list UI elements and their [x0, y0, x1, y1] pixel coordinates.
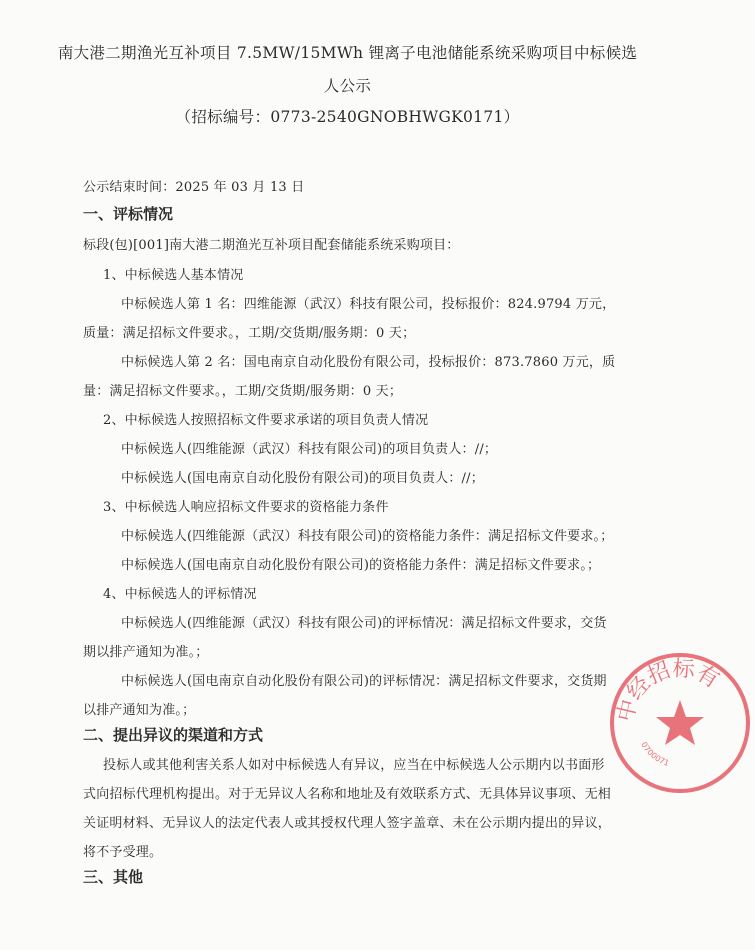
qualification-candidate-1: 中标候选人(四维能源（武汉）科技有限公司)的资格能力条件：满足招标文件要求。； [121, 529, 614, 544]
qualification-candidate-2: 中标候选人(国电南京自动化股份有限公司)的资格能力条件：满足招标文件要求。； [121, 558, 601, 573]
candidate-2-line-a: 中标候选人第 2 名：国电南京自动化股份有限公司，投标报价：873.7860 万元，质 [121, 355, 616, 370]
leader-candidate-2: 中标候选人(国电南京自动化股份有限公司)的项目负责人：//； [121, 471, 484, 486]
objection-paragraph-line4: 将不予受理。 [83, 845, 163, 860]
candidate-2-line-b: 量：满足招标文件要求。，工期/交货期/服务期：0 天； [83, 384, 403, 399]
section-heading-other: 三、其他 [83, 868, 144, 886]
candidate-1-line-a: 中标候选人第 1 名：四维能源（武汉）科技有限公司，投标报价：824.9794 万元， [121, 297, 616, 312]
section-heading-objection: 二、提出异议的渠道和方式 [83, 726, 264, 744]
candidate-1-line-b: 质量：满足招标文件要求。，工期/交货期/服务期：0 天； [83, 326, 416, 341]
subheading-basic-info: 1、中标候选人基本情况 [103, 268, 244, 283]
company-seal-stamp [605, 648, 755, 798]
seal-code: 0700071 [639, 740, 671, 768]
leader-candidate-1: 中标候选人(四维能源（武汉）科技有限公司)的项目负责人：//； [121, 442, 498, 457]
evaluation-candidate-1-a: 中标候选人(四维能源（武汉）科技有限公司)的评标情况：满足招标文件要求，交货 [121, 616, 607, 631]
objection-paragraph-line1: 投标人或其他利害关系人如对中标候选人有异议，应当在中标候选人公示期内以书面形 [103, 758, 605, 773]
doc-title-line2: 人公示 [323, 77, 372, 95]
objection-paragraph-line2: 式向招标代理机构提出。对于无异议人名称和地址及有效联系方式、无具体异议事项、无相 [83, 787, 612, 802]
evaluation-candidate-2-a: 中标候选人(国电南京自动化股份有限公司)的评标情况：满足招标文件要求，交货期 [121, 674, 607, 689]
lot-description: 标段(包)[001]南大港二期渔光互补项目配套储能系统采购项目： [83, 238, 460, 253]
doc-title-line1: 南大港二期渔光互补项目 7.5MW/15MWh 锂离子电池储能系统采购项目中标候选 [57, 44, 638, 62]
seal-text: 中经招标有 [613, 656, 724, 725]
subheading-qualification: 3、中标候选人响应招标文件要求的资格能力条件 [103, 500, 389, 515]
evaluation-candidate-2-b: 以排产通知为准。； [83, 703, 196, 718]
section-heading-evaluation: 一、评标情况 [83, 205, 174, 223]
objection-paragraph-line3: 关证明材料、无异议人的法定代表人或其授权代理人签字盖章、未在公示期内提出的异议， [83, 816, 612, 831]
tender-number: （招标编号：0773-2540GNOBHWGK0171） [175, 108, 520, 126]
seal-star-icon [656, 700, 704, 745]
evaluation-candidate-1-b: 期以排产通知为准。； [83, 645, 209, 660]
svg-text:中经招标有 [613, 656, 723, 724]
publicity-end-time: 公示结束时间：2025 年 03 月 13 日 [83, 180, 305, 195]
subheading-project-leader: 2、中标候选人按照招标文件要求承诺的项目负责人情况 [103, 413, 429, 428]
subheading-evaluation-result: 4、中标候选人的评标情况 [103, 587, 257, 602]
